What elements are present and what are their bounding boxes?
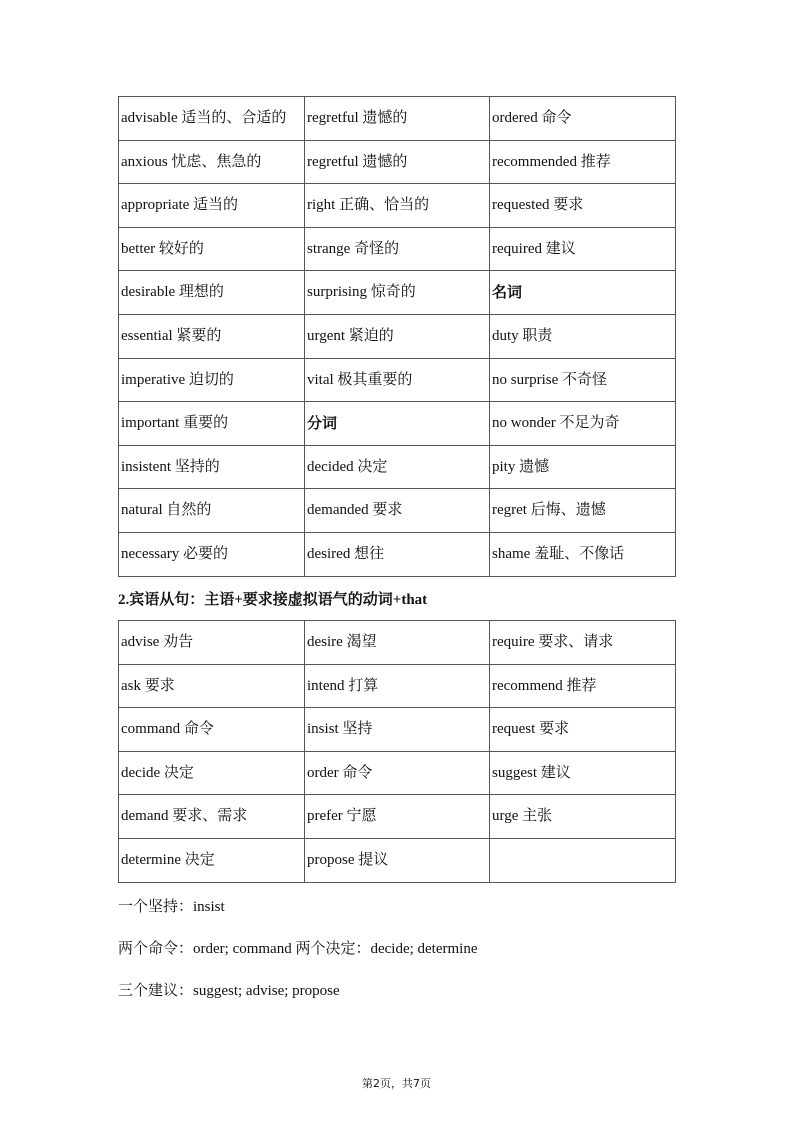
table-cell: strange 奇怪的	[305, 227, 490, 271]
table-cell: desire 渴望	[305, 621, 490, 665]
table-row	[119, 140, 676, 184]
table-cell: regretful 遗憾的	[305, 140, 490, 184]
table-cell: advise 劝告	[119, 621, 305, 665]
page-footer: 第2页，共7页	[362, 1077, 431, 1090]
table-row	[119, 445, 676, 489]
table-cell: advisable 适当的、合适的	[119, 97, 305, 141]
table-row	[119, 314, 676, 358]
table-cell: essential 紧要的	[119, 314, 305, 358]
table-cell: suggest 建议	[490, 751, 676, 795]
table-cell: decide 决定	[119, 751, 305, 795]
table-cell: insistent 坚持的	[119, 445, 305, 489]
section-heading: 2.宾语从句：主语+要求接虚拟语气的动词+that	[118, 592, 428, 608]
table-cell: desired 想往	[305, 532, 490, 576]
table-cell: demanded 要求	[305, 489, 490, 533]
table-row	[119, 621, 676, 665]
note-order-decide: 两个命令：order; command 两个决定：decide; determine	[118, 941, 478, 957]
table-cell: regretful 遗憾的	[305, 97, 490, 141]
table-cell: prefer 宁愿	[305, 795, 490, 839]
table-row	[119, 532, 676, 576]
table-row	[119, 795, 676, 839]
table-cell: no wonder 不足为奇	[490, 402, 676, 446]
table-cell: decided 决定	[305, 445, 490, 489]
table-row	[119, 708, 676, 752]
table-row	[119, 838, 676, 882]
table-cell: ordered 命令	[490, 97, 676, 141]
table-cell: intend 打算	[305, 664, 490, 708]
table-row	[119, 227, 676, 271]
table-row	[119, 358, 676, 402]
table-cell: vital 极其重要的	[305, 358, 490, 402]
table-cell: demand 要求、需求	[119, 795, 305, 839]
table-cell: appropriate 适当的	[119, 184, 305, 228]
table-cell: order 命令	[305, 751, 490, 795]
table-cell: 名词	[490, 271, 676, 315]
table-cell: recommend 推荐	[490, 664, 676, 708]
table-cell: urgent 紧迫的	[305, 314, 490, 358]
table-cell: insist 坚持	[305, 708, 490, 752]
table-row	[119, 664, 676, 708]
table-cell: required 建议	[490, 227, 676, 271]
table-cell: natural 自然的	[119, 489, 305, 533]
table-row	[119, 184, 676, 228]
table-cell: pity 遗憾	[490, 445, 676, 489]
table-cell: propose 提议	[305, 838, 490, 882]
table-cell: no surprise 不奇怪	[490, 358, 676, 402]
table-row	[119, 271, 676, 315]
table-cell: require 要求、请求	[490, 621, 676, 665]
table-cell: urge 主张	[490, 795, 676, 839]
table-cell: request 要求	[490, 708, 676, 752]
table-cell: ask 要求	[119, 664, 305, 708]
table-cell	[490, 838, 676, 882]
table-cell: surprising 惊奇的	[305, 271, 490, 315]
table-cell: anxious 忧虑、焦急的	[119, 140, 305, 184]
table-row	[119, 97, 676, 141]
table-cell: requested 要求	[490, 184, 676, 228]
adjective-table	[118, 96, 676, 577]
table-cell: 分词	[305, 402, 490, 446]
table-cell: right 正确、恰当的	[305, 184, 490, 228]
table-cell: duty 职责	[490, 314, 676, 358]
table-row	[119, 402, 676, 446]
table-row	[119, 751, 676, 795]
table-cell: desirable 理想的	[119, 271, 305, 315]
table-row	[119, 489, 676, 533]
note-insist: 一个坚持：insist	[118, 899, 225, 915]
table-cell: regret 后悔、遗憾	[490, 489, 676, 533]
note-suggest: 三个建议：suggest; advise; propose	[118, 983, 340, 999]
table-cell: better 较好的	[119, 227, 305, 271]
table-cell: important 重要的	[119, 402, 305, 446]
verb-table	[118, 620, 676, 883]
table-cell: necessary 必要的	[119, 532, 305, 576]
table-cell: command 命令	[119, 708, 305, 752]
table-cell: recommended 推荐	[490, 140, 676, 184]
table-cell: determine 决定	[119, 838, 305, 882]
table-cell: imperative 迫切的	[119, 358, 305, 402]
table-cell: shame 羞耻、不像话	[490, 532, 676, 576]
